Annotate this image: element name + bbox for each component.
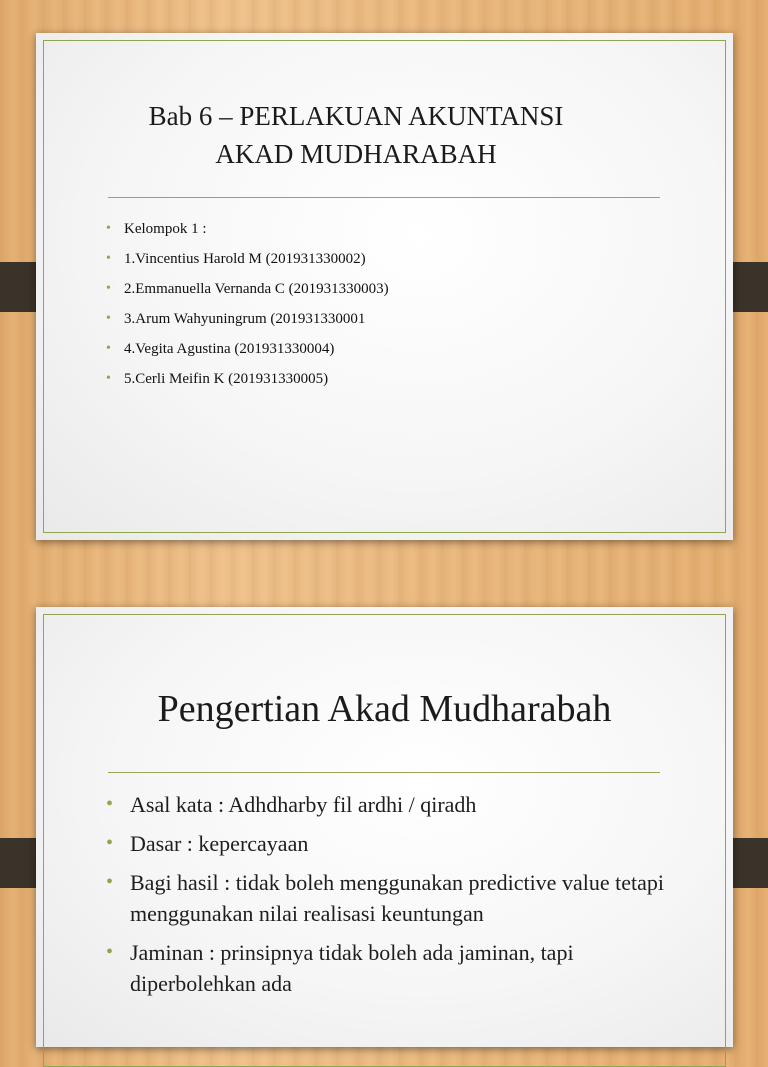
list-item-text: Kelompok 1 : bbox=[124, 221, 207, 237]
bullet-icon: • bbox=[106, 371, 111, 386]
list-item-text: 2.Emmanuella Vernanda C (201931330003) bbox=[124, 281, 389, 297]
bullet-icon: • bbox=[106, 221, 111, 236]
list-item bbox=[106, 789, 666, 820]
title-divider bbox=[108, 772, 660, 773]
slide-2-title: Pengertian Akad Mudharabah bbox=[157, 688, 612, 730]
list-item bbox=[106, 937, 666, 999]
bullet-icon: • bbox=[106, 281, 111, 296]
list-item bbox=[106, 274, 389, 304]
list-item bbox=[106, 304, 389, 334]
list-item bbox=[106, 244, 389, 274]
title-divider bbox=[108, 197, 660, 198]
list-item-text: 4.Vegita Agustina (201931330004) bbox=[124, 341, 335, 357]
bullet-icon: • bbox=[106, 832, 114, 854]
list-item bbox=[106, 334, 389, 364]
bullet-icon: • bbox=[106, 311, 111, 326]
bullet-icon: • bbox=[106, 871, 114, 893]
slide-1[interactable] bbox=[36, 33, 733, 540]
list-item-text: 1.Vincentius Harold M (201931330002) bbox=[124, 251, 366, 267]
bullet-icon: • bbox=[106, 793, 114, 815]
list-item bbox=[106, 214, 389, 244]
list-item-text: Asal kata : Adhdharby fil ardhi / qiradh bbox=[130, 792, 477, 817]
list-item bbox=[106, 867, 666, 929]
list-item-text: Dasar : kepercayaan bbox=[130, 831, 309, 856]
definition-list bbox=[106, 789, 666, 1007]
list-item bbox=[106, 828, 666, 859]
slide-2[interactable] bbox=[36, 607, 733, 1047]
slide-1-title-line1: Bab 6 – PERLAKUAN AKUNTANSI bbox=[148, 101, 564, 131]
slide-1-title-line2: AKAD MUDHARABAH bbox=[215, 139, 497, 169]
list-item-text: 5.Cerli Meifin K (201931330005) bbox=[124, 371, 329, 387]
bullet-icon: • bbox=[106, 251, 111, 266]
bullet-icon: • bbox=[106, 941, 114, 963]
bullet-icon: • bbox=[106, 341, 111, 356]
slide-1-title bbox=[76, 97, 636, 173]
list-item bbox=[106, 364, 389, 394]
member-list bbox=[106, 214, 389, 394]
list-item-text: 3.Arum Wahyuningrum (201931330001 bbox=[124, 311, 366, 327]
list-item-text: Bagi hasil : tidak boleh menggunakan predictive value tetapi menggunakan nilai realisasi keuntungan bbox=[130, 870, 664, 926]
list-item-text: Jaminan : prinsipnya tidak boleh ada jaminan, tapi diperbolehkan ada bbox=[130, 940, 574, 996]
